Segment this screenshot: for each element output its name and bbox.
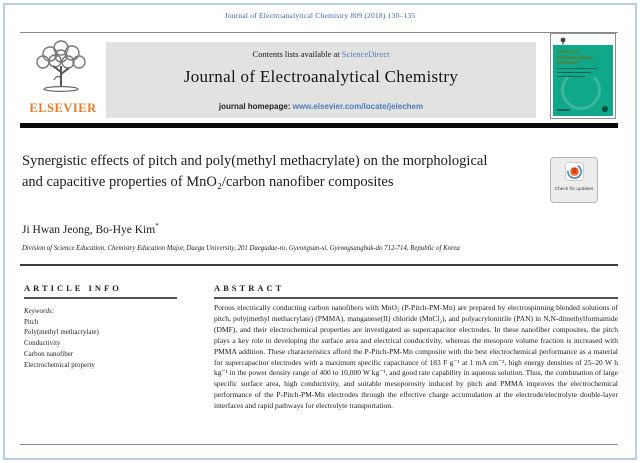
keyword-item: Electrochemical property: [24, 360, 95, 369]
cover-globe-mark: [602, 106, 608, 112]
journal-cover-thumbnail: [550, 33, 616, 119]
author-names: Ji Hwan Jeong, Bo-Hye Kim: [22, 223, 156, 236]
masthead-divider-bar: [20, 123, 618, 128]
author-line: [22, 222, 159, 236]
corresponding-author-marker[interactable]: *: [155, 222, 159, 230]
cover-journal-title: Journal of Electroanalytical Chemistry: [557, 49, 593, 65]
header-top-rule: [20, 32, 618, 33]
homepage-line: [106, 102, 536, 111]
homepage-url-link[interactable]: www.elsevier.com/locate/jelechem: [292, 102, 424, 111]
page-bottom-rule: [20, 444, 618, 445]
homepage-prefix: journal homepage:: [218, 102, 291, 111]
keywords-label: Keywords:: [24, 307, 55, 315]
keywords-block: [24, 306, 194, 370]
sciencedirect-link[interactable]: ScienceDirect: [341, 49, 390, 59]
abstract-text: Porous electrically conducting carbon nanofibers with MnO₂ (P-Pitch-PM-Mn) are prepared by electrospinning blended solutions of pitch, poly(methyl methacrylate) (PMMA), manganese(II) chloride (MnCl₂), and polyacrylonitrile (PAN) in N,N-dimethylformamide (DMF), and their electrochemical properties are investigated as supercapacitor electrodes. In these nanofiber composites, the pitch plays a key role in developing the surface area and electrical conductivity, whereas the mesopore volume fraction is increased with PMMA addition. These characteristics afford the P-Pitch-PM-Mn composite with the best electrochemical performance as a material for supercapacitor electrodes with a maximum specific capacitance of 183 F g⁻¹ at 1 mA cm⁻², high energy densities of 25–20 W h kg⁻¹ in the power density range of 400 to 10,000 W kg⁻¹, and good rate capability in aqueous solution. Thus, the combination of large specific surface area, high conductivity, and suitable mesoporosity induced by pitch and PMMA improves the electrochemical performance of the P-Pitch-PM-Mn electrodes through the effective charge accumulation at the electrode/electrolyte double-layer interfaces and rapid pathways for electrolyte transportation.: [214, 303, 618, 411]
masthead-box: [106, 42, 536, 118]
keyword-item: Poly(methyl methacrylate): [24, 328, 99, 337]
abstract-heading: ABSTRACT: [214, 283, 285, 293]
head-body-rule: [20, 264, 618, 266]
contents-prefix: Contents lists available at: [252, 49, 340, 59]
keyword-item: Pitch: [24, 317, 39, 326]
contents-line: [106, 49, 536, 59]
article-info-rule: [24, 297, 177, 299]
cover-tree-icon: [559, 37, 567, 45]
journal-title: Journal of Electroanalytical Chemistry: [183, 67, 459, 86]
crossmark-label: Check for updates: [554, 187, 594, 192]
keyword-item: Carbon nanofiber: [24, 349, 74, 358]
elsevier-wordmark: ELSEVIER: [29, 101, 97, 115]
abstract-rule: [214, 297, 618, 299]
article-title: Synergistic effects of pitch and poly(methyl methacrylate) on the morphological and capacitive properties of MnO₂/carbon nanofiber composites: [22, 153, 488, 190]
keyword-item: Conductivity: [24, 339, 61, 348]
journal-citation-link[interactable]: Journal of Electroanalytical Chemistry 809 (2018) 130–135: [224, 11, 416, 20]
elsevier-tree-icon: [28, 36, 94, 98]
affiliation: Division of Science Education, Chemistry Education Major, Daegu University, 201 Daegudae-ro, Gyeongsan-si, Gyeongsangbuk-do 712-714, Republic of Korea: [22, 245, 460, 252]
cover-text-line: [557, 68, 597, 69]
cover-watermark: [561, 70, 601, 110]
crossmark-icon: [565, 162, 584, 181]
cover-footer-line: [557, 109, 570, 111]
article-info-heading: ARTICLE INFO: [24, 283, 122, 293]
elsevier-logo: [22, 36, 104, 118]
crossmark-badge[interactable]: [550, 157, 598, 203]
journal-cover-art: [553, 36, 613, 116]
